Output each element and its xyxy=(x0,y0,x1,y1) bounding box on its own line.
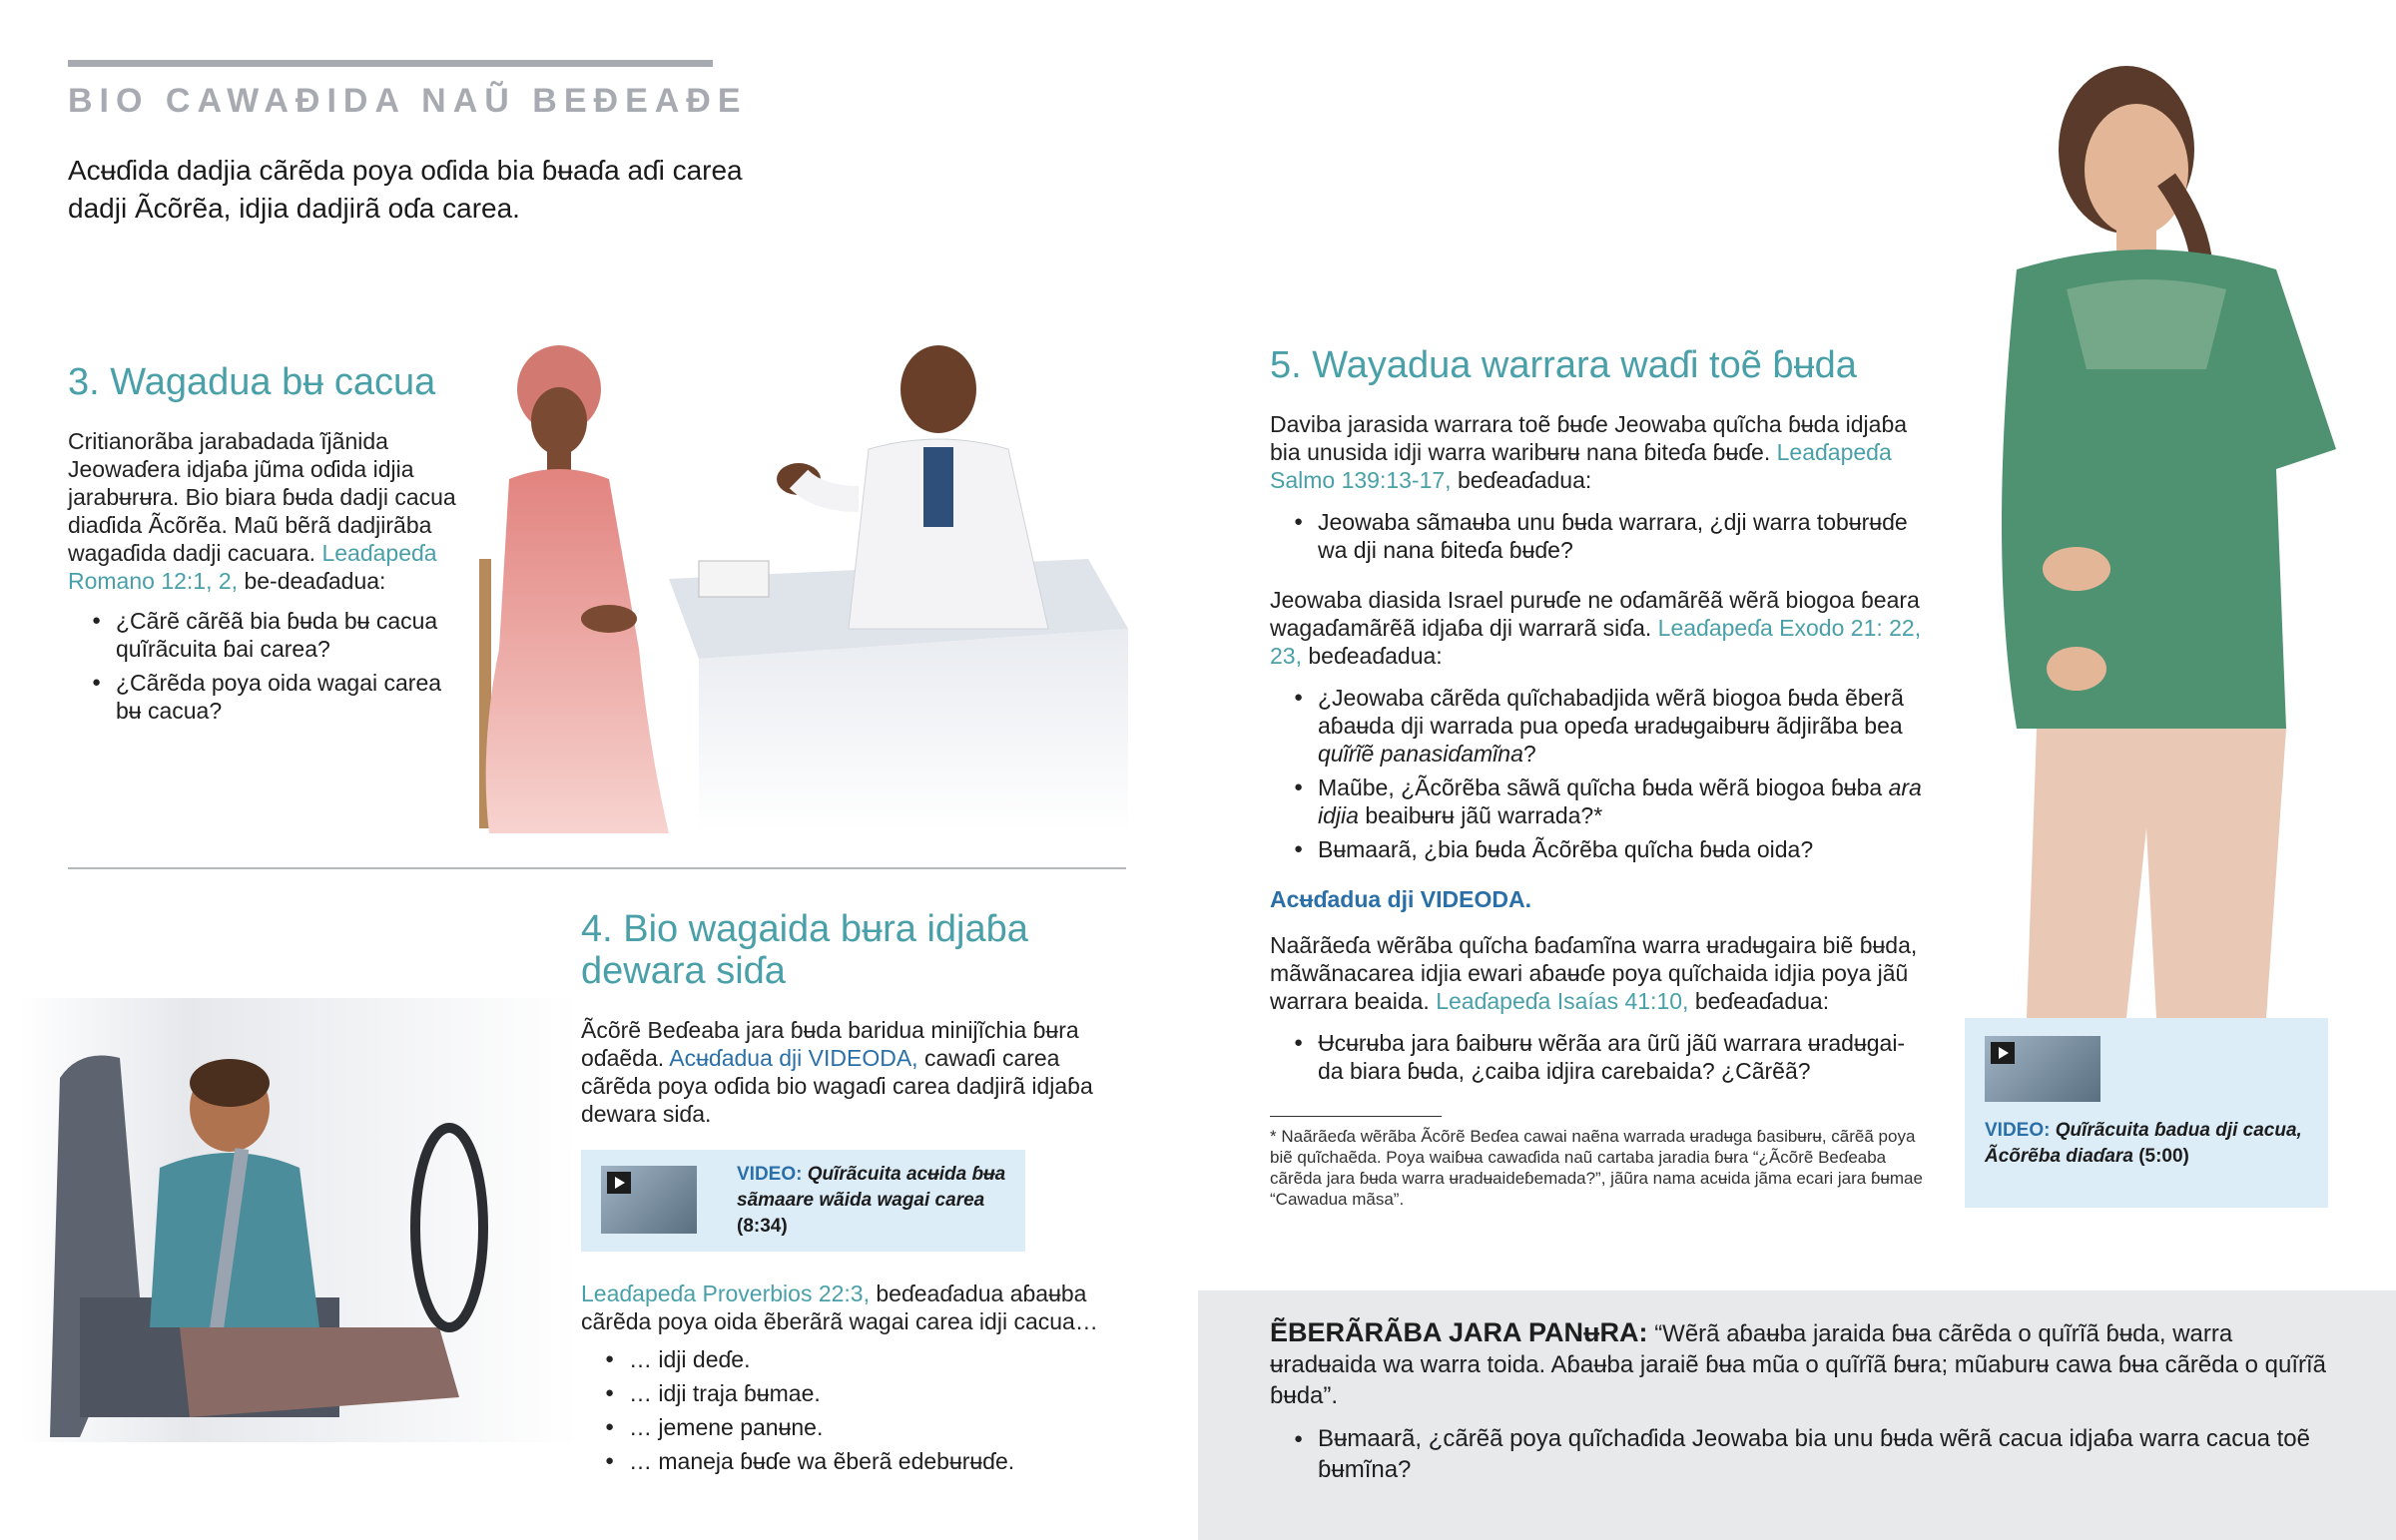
section-4-title: 4. Bio wagaida bʉra idjaɓa dewara siɗa xyxy=(581,908,1028,992)
video-link[interactable]: Acʉɗadua dji VIDEODA, xyxy=(669,1045,918,1071)
question-item: ● Maũbe, ¿Ãcõrẽba sãwã quĩcha ɓʉda wẽrã biogoa ɓʉba ara idjia beaibʉrʉ jãũ warrada?* xyxy=(1270,773,1929,829)
video-card-pregnancy[interactable] xyxy=(1965,1018,2328,1208)
list-item: ● … idji traja ɓʉmae. xyxy=(581,1379,1125,1407)
header-rule xyxy=(68,60,713,67)
play-icon[interactable] xyxy=(607,1172,631,1194)
section-3-questions xyxy=(68,607,467,725)
scripture-link-salmo[interactable]: Leaɗapeɗa Salmo 139:13-17, xyxy=(1270,439,1892,493)
list-item: ● … idji deɗe. xyxy=(581,1345,1125,1373)
question-item: ● ¿Cãrẽda poya oida wagai carea bʉ cacua? xyxy=(68,669,467,725)
video-thumbnail[interactable] xyxy=(601,1166,697,1234)
scripture-link-proverbios[interactable]: Leaɗapeɗa Proverbios 22:3, xyxy=(581,1281,870,1306)
panel-heading: ẼBERÃRÃBA JARA PANʉRA: xyxy=(1270,1317,1648,1347)
section-5-p1: Daviba jarasida warrara toẽ ɓʉɗe Jeowaba quĩcha ɓʉda idjaɓa bia unusida idji warra waribʉrʉ nana ɓiteɗa ɓʉɗe. Leaɗapeɗa Salmo 139:13-17, beɗeaɗadua: xyxy=(1270,411,1908,493)
section-divider xyxy=(68,867,1126,869)
scripture-link-romano[interactable]: Leaɗapeɗa Romano 12:1, 2, xyxy=(68,540,437,594)
section-4-ref-text: Leaɗapeɗa Proverbios 22:3, beɗeaɗadua aɓaʉba cãrẽda poya oida ẽberãrã wagai carea idji cacua… xyxy=(581,1281,1098,1334)
seatbelt-illustration xyxy=(20,998,579,1442)
intro-text: Acʉɗida dadjia cãrẽda poya oɗida bia ɓʉaɗa aɗi carea dadji Ãcõrẽa, idjia dadjirã oɗa carea. xyxy=(68,155,743,224)
list-item: ● … jemene panʉne. xyxy=(581,1413,1125,1441)
section-kicker: BIO CAWAƉIDA NAŨ BEƉEAƉE xyxy=(68,82,748,120)
doctor-visit-illustration xyxy=(469,329,1128,833)
play-icon[interactable] xyxy=(1991,1042,2015,1064)
section-3-body: Critianorãba jarabadada ĩjãnida Jeowaɗera idjaɓa jũma oɗida idjia jarabʉrʉra. Bio biara ɓʉda dadji cacua diaɗida Ãcõrẽa. Maũ bẽrã dadjirãba wagaɗida dadji cacuara. Leaɗapeɗa Romano 12:1, 2, be-deaɗadua: xyxy=(68,428,456,594)
scripture-link-isaias[interactable]: Leaɗapeɗa Isaías 41:10, xyxy=(1436,988,1689,1014)
section-5-p3: Naãrãeɗa wẽrãba quĩcha ɓaɗamĩna warra ʉradʉgaira biẽ ɓʉda, mãwãnacarea idjia ewari aɓaʉɗe poya quĩchaida idjia poya jãũ warrara beaida. Leaɗapeɗa Isaías 41:10, beɗeaɗadua: xyxy=(1270,932,1918,1014)
people-say-text xyxy=(1270,1317,2328,1491)
question-item: ● Bʉmaarã, ¿bia ɓʉda Ãcõrẽba quĩcha ɓʉda oida? xyxy=(1270,835,1929,863)
section-4-items xyxy=(581,1345,1125,1475)
panel-quote: ẼBERÃRÃBA JARA PANʉRA: “Wẽrã aɓaʉba jaraida ɓʉa cãrẽda o quĩrĩã ɓʉda, warra ʉradʉaida wa warra toida. Aɓaʉba jaraiẽ ɓʉa mũa o quĩrĩã ɓʉra; mũaburʉ cawa ɓʉa cãrẽda o quĩrĩã ɓʉda”. xyxy=(1270,1317,2327,1409)
section-5-q2-list xyxy=(1270,684,1929,863)
question-item: ● ¿Jeowaba cãrẽda quĩchabadjida wẽrã biogoa ɓʉda ẽberã aɓaʉda dji warrada pua opeɗa ʉradʉgaibʉrʉ ãdjirãba bea quĩrĩẽ panasiɗamĩna? xyxy=(1270,684,1929,768)
section-4-body: Ãcõrẽ Beɗeaba jara ɓʉda baridua minijĩchia ɓʉra oɗaẽda. Acʉɗadua dji VIDEODA, cawaɗi carea cãrẽda poya oɗida bio wagaɗi carea dadjirã idjaɓa dewara siɗa. xyxy=(581,1017,1093,1127)
question-item: ● Ʉcʉrʉba jara ɓaibʉrʉ wẽrãa ara ũrũ jãũ warrara ʉradʉgai-da biara ɓʉda, ¿caiba idjira carebaida? ¿Cãrẽã? xyxy=(1270,1029,1929,1085)
section-4-list-block xyxy=(581,1280,1125,1481)
question-item: ● Bʉmaarã, ¿cãrẽã poya quĩchaɗida Jeowaba bia unu ɓʉda wẽrã cacua idjaɓa warra cacua toẽ ɓʉmĩna? xyxy=(1270,1423,2328,1485)
section-5-q1-list xyxy=(1270,508,1929,564)
panel-questions xyxy=(1270,1423,2328,1485)
section-5-q3-list xyxy=(1270,1029,1929,1085)
footnote-rule xyxy=(1270,1116,1442,1117)
question-item: ● ¿Cãrẽ cãrẽã bia ɓʉda bʉ cacua quĩrãcuita ɓai carea? xyxy=(68,607,467,663)
section-5-p2: Jeowaba diasida Israel purʉɗe ne oɗamãrẽã wẽrã biogoa ɓeara wagaɗamãrẽã idjaɓa dji warrarã siɗa. Leaɗapeɗa Exodo 21: 22, 23, beɗeaɗadua: xyxy=(1270,587,1922,669)
video-thumbnail[interactable] xyxy=(1985,1036,2100,1102)
video-card-safety[interactable] xyxy=(581,1150,1025,1252)
scripture-link-exodo[interactable]: Leaɗapeɗa Exodo 21: 22, 23, xyxy=(1270,615,1922,669)
video-heading-link[interactable]: Acʉɗadua dji VIDEODA. xyxy=(1270,886,1531,912)
section-3-title: 3. Wagadua bʉ cacua xyxy=(68,361,436,403)
section-5-title: 5. Wayadua warrara waɗi toẽ ɓʉda xyxy=(1270,344,1857,386)
video-title[interactable]: VIDEO: Quĩrãcuita acʉida ɓʉa sãmaare wãida wagai carea (8:34) xyxy=(737,1164,1006,1237)
section-5 xyxy=(1270,344,1929,1091)
list-item: ● … maneja ɓʉɗe wa ẽberã edebʉrʉɗe. xyxy=(581,1447,1125,1475)
pregnant-woman-illustration xyxy=(1957,30,2356,1018)
section-4 xyxy=(581,908,1125,1128)
footnote: * Naãrãeɗa wẽrãba Ãcõrẽ Beɗea cawai naẽna warrada ʉradʉga ɓasibʉrʉ, cãrẽã poya biẽ quĩchaẽda. Poya waiɓʉa cawaɗida naũ cartaba jaradia ɓʉra “¿Ãcõrẽ Beɗeaba cãrẽda jara ɓʉda warra ʉradʉaideɓemada?”, jãũra nama acʉida jãma ecari jara ɓʉmae “Cawadua mãsa”. xyxy=(1270,1127,1923,1209)
question-item: ● Jeowaba sãmaʉba unu ɓʉda warrara, ¿dji warra tobʉrʉɗe wa dji nana ɓiteɗa ɓʉɗe? xyxy=(1270,508,1929,564)
video-title[interactable]: VIDEO: Quĩrãcuita ɓadua dji cacua, Ãcõrẽba diaɗara (5:00) xyxy=(1985,1120,2302,1167)
section-3 xyxy=(68,361,467,731)
